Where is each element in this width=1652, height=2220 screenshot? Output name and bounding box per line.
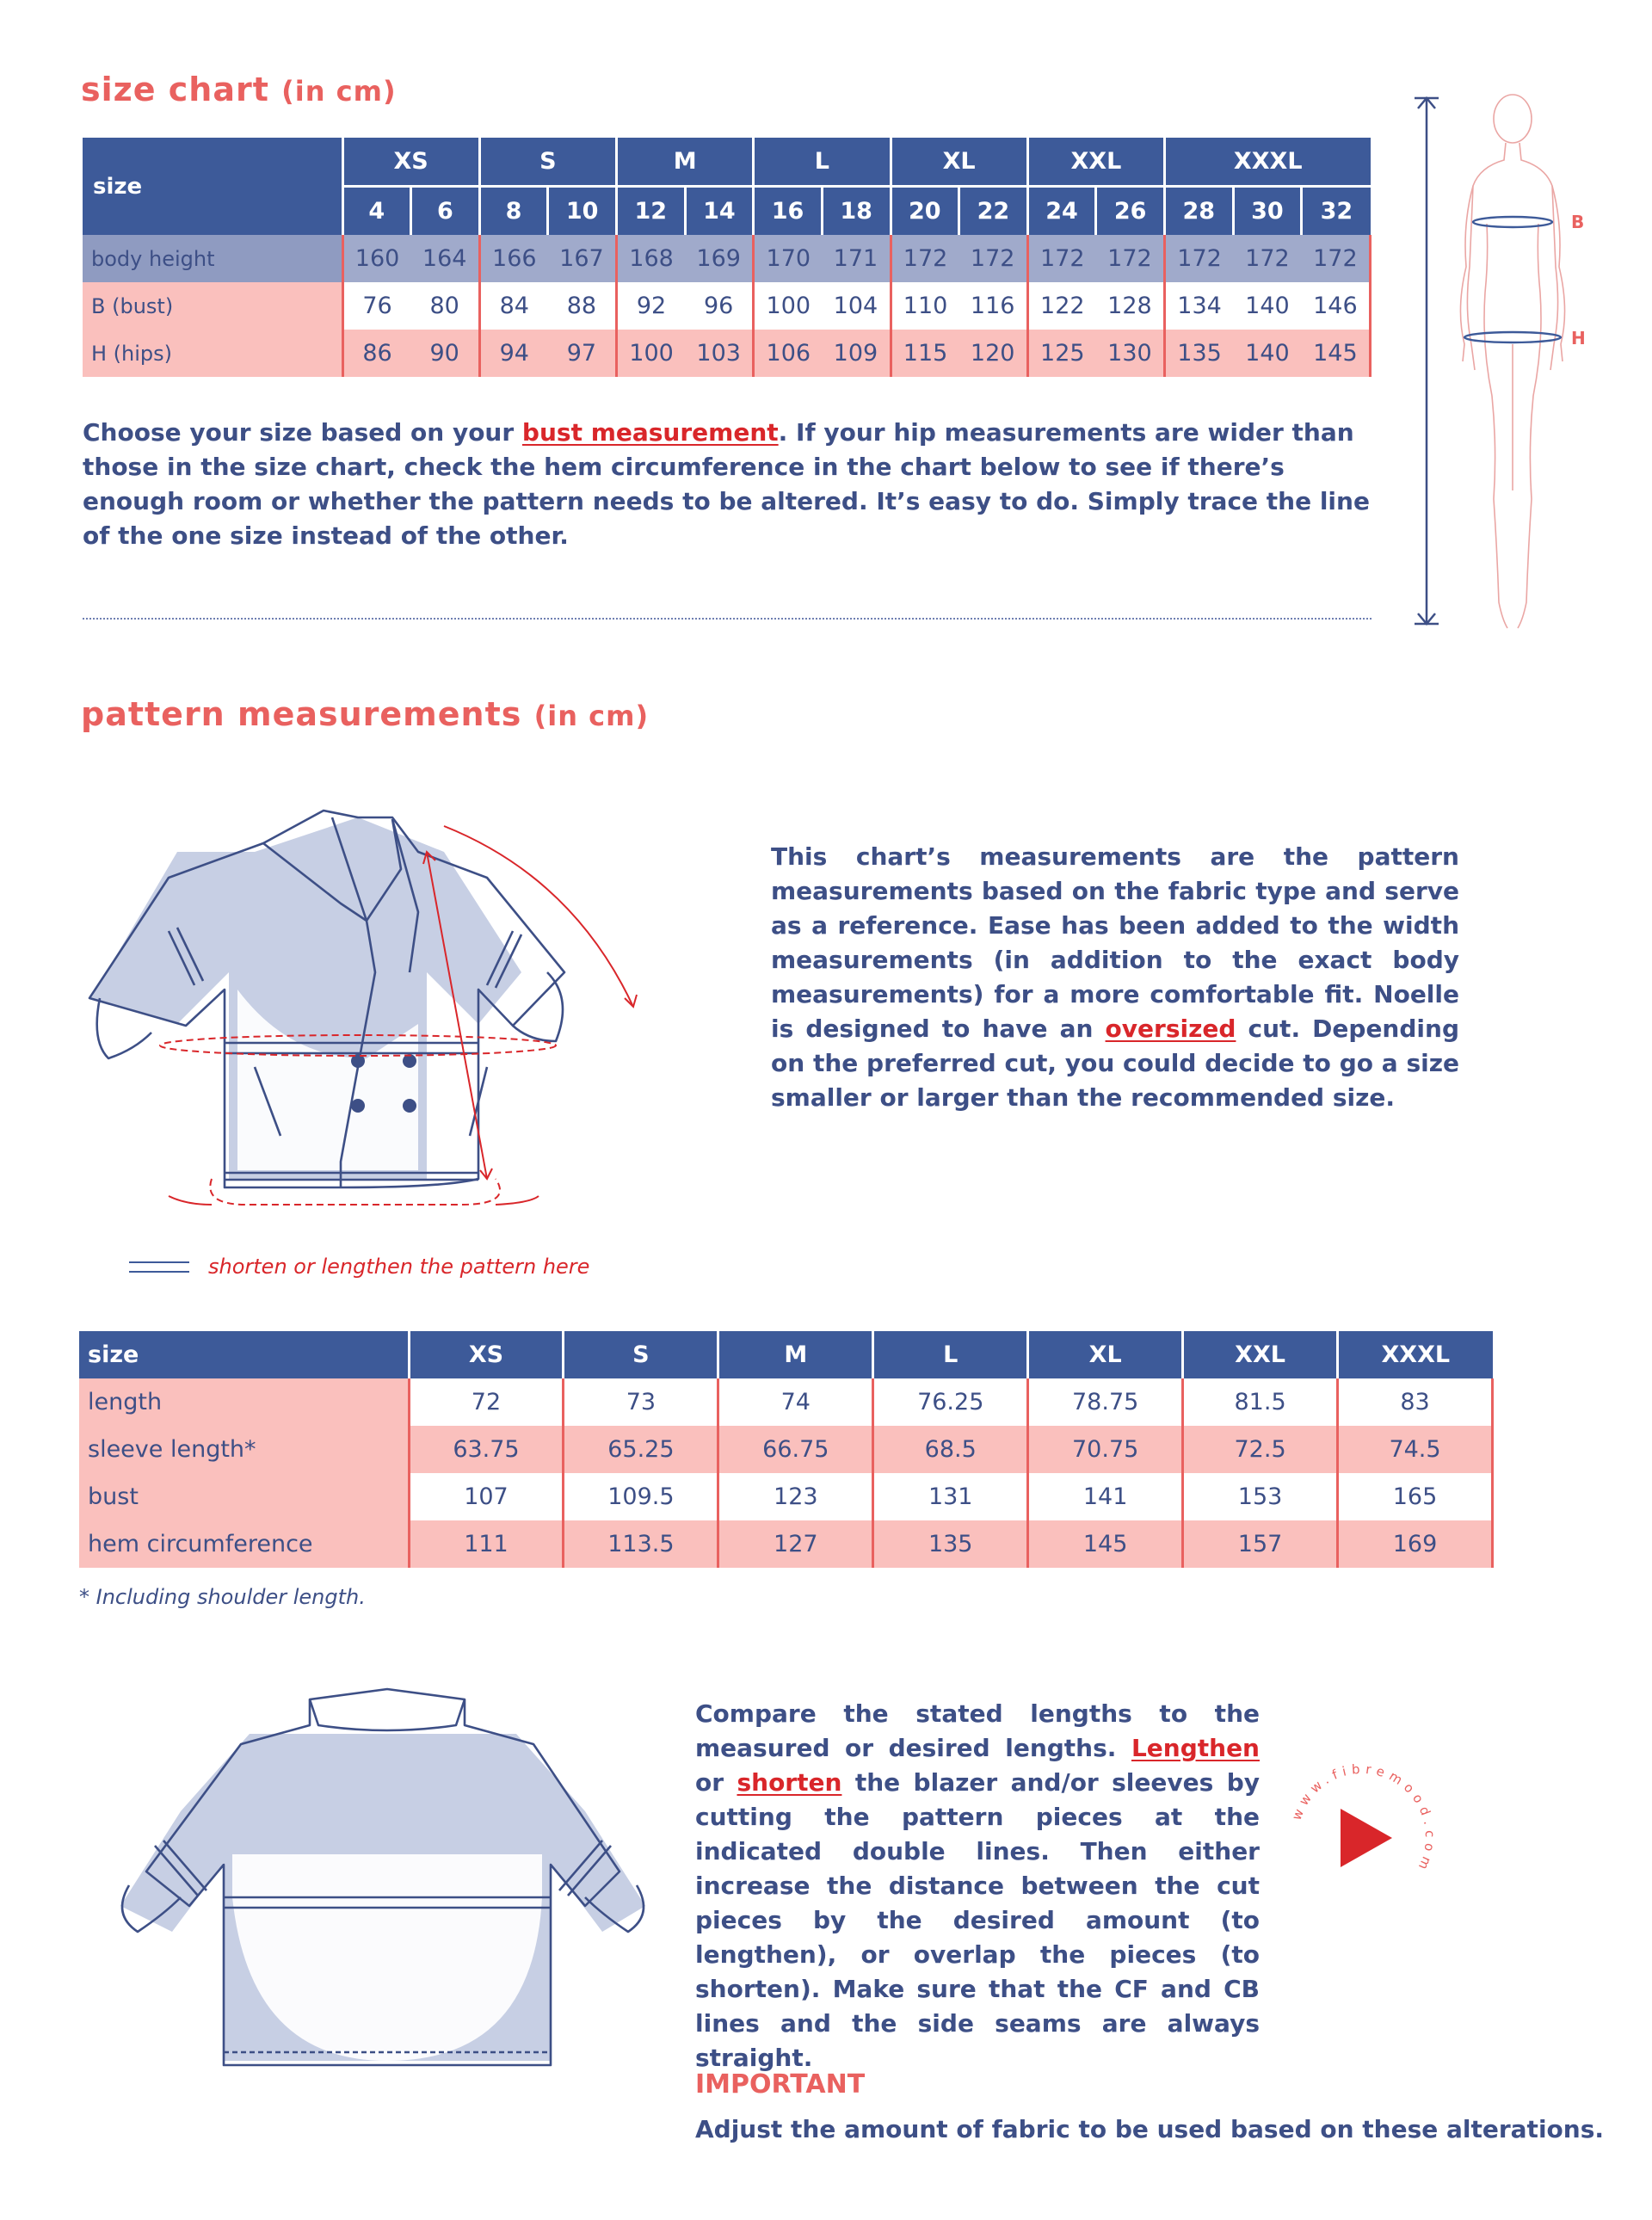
table-cell: 128 — [1096, 282, 1165, 330]
pattern-header-xxxl: XXXL — [1338, 1331, 1493, 1378]
table-cell: 153 — [1183, 1473, 1338, 1520]
size-chart-title-text: size chart — [81, 71, 269, 108]
table-cell: 169 — [1338, 1520, 1493, 1568]
table-cell: 113.5 — [564, 1520, 718, 1568]
pattern-measurements-title — [81, 695, 649, 733]
pattern-header-size: size — [79, 1331, 409, 1378]
numeric-size: 6 — [411, 187, 480, 236]
table-cell: 116 — [959, 282, 1028, 330]
footnote: * Including shoulder length. — [79, 1585, 366, 1609]
table-cell: 127 — [718, 1520, 873, 1568]
table-cell: 170 — [754, 235, 823, 282]
table-cell: 172 — [1233, 235, 1302, 282]
table-cell: 123 — [718, 1473, 873, 1520]
jacket-front-illustration — [83, 800, 685, 1230]
table-cell: 104 — [822, 282, 891, 330]
pattern-header-m: M — [718, 1331, 873, 1378]
numeric-size: 28 — [1165, 187, 1234, 236]
numeric-size: 20 — [891, 187, 959, 236]
jacket-back-illustration — [103, 1682, 663, 2104]
table-cell: 109.5 — [564, 1473, 718, 1520]
table-cell: 160 — [342, 235, 411, 282]
numeric-size: 4 — [342, 187, 411, 236]
table-cell: 146 — [1302, 282, 1371, 330]
table-cell: 157 — [1183, 1520, 1338, 1568]
legend-text: shorten or lengthen the pattern here — [208, 1255, 590, 1279]
table-cell: 135 — [873, 1520, 1028, 1568]
table-cell: 72.5 — [1183, 1426, 1338, 1473]
table-row — [83, 330, 1371, 377]
row-label: B (bust) — [83, 282, 342, 330]
table-cell: 100 — [754, 282, 823, 330]
alteration-text-part: Compare the stated lengths to the measured or desired lengths. — [695, 1699, 1260, 1762]
table-cell: 110 — [891, 282, 959, 330]
table-cell: 81.5 — [1183, 1378, 1338, 1426]
instructions-text: Choose your size based on your — [83, 418, 522, 447]
pattern-header-xs: XS — [409, 1331, 564, 1378]
size-group-xxxl: XXXL — [1165, 138, 1371, 187]
body-figure-illustration — [1402, 86, 1635, 637]
table-row — [79, 1473, 1493, 1520]
size-group-xl: XL — [891, 138, 1027, 187]
table-cell: 100 — [617, 330, 686, 377]
row-label: hem circumference — [79, 1520, 409, 1568]
table-cell: 70.75 — [1028, 1426, 1183, 1473]
size-header-label: size — [83, 138, 342, 235]
table-cell: 131 — [873, 1473, 1028, 1520]
table-cell: 92 — [617, 282, 686, 330]
oversized-link[interactable]: oversized — [1105, 1014, 1236, 1043]
table-cell: 80 — [411, 282, 480, 330]
numeric-size: 12 — [617, 187, 686, 236]
numeric-size: 24 — [1027, 187, 1096, 236]
pattern-header-l: L — [873, 1331, 1028, 1378]
table-cell: 88 — [548, 282, 617, 330]
table-cell: 169 — [685, 235, 754, 282]
row-label: sleeve length* — [79, 1426, 409, 1473]
bust-measurement-link[interactable]: bust measurement — [521, 418, 779, 447]
double-line-icon — [129, 1261, 189, 1273]
table-row — [79, 1426, 1493, 1473]
table-cell: 72 — [409, 1378, 564, 1426]
pattern-header-s: S — [564, 1331, 718, 1378]
pattern-measurements-table — [79, 1331, 1494, 1568]
table-cell: 86 — [342, 330, 411, 377]
table-cell: 122 — [1027, 282, 1096, 330]
table-cell: 74.5 — [1338, 1426, 1493, 1473]
table-cell: 141 — [1028, 1473, 1183, 1520]
lengthen-link[interactable]: Lengthen — [1131, 1734, 1260, 1762]
table-cell: 140 — [1233, 282, 1302, 330]
table-cell: 171 — [822, 235, 891, 282]
table-cell: 66.75 — [718, 1426, 873, 1473]
table-cell: 68.5 — [873, 1426, 1028, 1473]
table-row — [79, 1520, 1493, 1568]
description-text: This chart’s measurements are the pattern measurements based on the fabric type and serve as a reference. Ease has been added to the width measurements (in addition to the exact body measurements) for a more comfortable fit. Noelle is designed to have an — [771, 842, 1459, 1043]
size-instructions — [83, 416, 1382, 553]
pattern-header-xl: XL — [1028, 1331, 1183, 1378]
pattern-description — [771, 840, 1459, 1115]
important-text: Adjust the amount of fabric to be used based on these alterations. — [695, 2115, 1605, 2143]
alteration-text-part: or — [695, 1768, 737, 1797]
table-cell: 97 — [548, 330, 617, 377]
size-chart-table — [83, 138, 1372, 377]
table-cell: 167 — [548, 235, 617, 282]
numeric-size: 22 — [959, 187, 1028, 236]
table-cell: 120 — [959, 330, 1028, 377]
table-cell: 78.75 — [1028, 1378, 1183, 1426]
play-icon — [1341, 1809, 1392, 1867]
numeric-size: 16 — [754, 187, 823, 236]
table-cell: 115 — [891, 330, 959, 377]
numeric-size: 10 — [548, 187, 617, 236]
pattern-unit: (in cm) — [533, 700, 650, 732]
description-text: cut. Depending on the preferred cut, you could decide to go a size smaller or larger than the recommended size. — [771, 1014, 1459, 1112]
numeric-size: 30 — [1233, 187, 1302, 236]
table-row — [83, 282, 1371, 330]
size-group-m: M — [617, 138, 754, 187]
table-cell: 103 — [685, 330, 754, 377]
table-cell: 111 — [409, 1520, 564, 1568]
table-cell: 172 — [959, 235, 1028, 282]
table-cell: 107 — [409, 1473, 564, 1520]
table-cell: 74 — [718, 1378, 873, 1426]
table-cell: 145 — [1028, 1520, 1183, 1568]
table-row — [79, 1378, 1493, 1426]
shorten-lengthen-legend — [129, 1255, 589, 1279]
size-chart-unit: (in cm) — [281, 75, 397, 108]
size-group-xxl: XXL — [1027, 138, 1164, 187]
table-cell: 83 — [1338, 1378, 1493, 1426]
fibremood-video-badge[interactable] — [1280, 1755, 1444, 1919]
table-cell: 76.25 — [873, 1378, 1028, 1426]
table-cell: 65.25 — [564, 1426, 718, 1473]
table-cell: 140 — [1233, 330, 1302, 377]
table-cell: 94 — [479, 330, 548, 377]
table-cell: 73 — [564, 1378, 718, 1426]
badge-url-text: www.fibremood.com — [1288, 1761, 1439, 1878]
table-cell: 172 — [891, 235, 959, 282]
row-label: bust — [79, 1473, 409, 1520]
table-cell: 145 — [1302, 330, 1371, 377]
table-cell: 166 — [479, 235, 548, 282]
table-cell: 172 — [1096, 235, 1165, 282]
numeric-size: 18 — [822, 187, 891, 236]
pattern-header-xxl: XXL — [1183, 1331, 1338, 1378]
table-cell: 76 — [342, 282, 411, 330]
table-cell: 106 — [754, 330, 823, 377]
alteration-text — [695, 1697, 1260, 2075]
table-row — [83, 235, 1371, 282]
section-divider — [83, 618, 1372, 620]
table-cell: 84 — [479, 282, 548, 330]
table-cell: 125 — [1027, 330, 1096, 377]
table-cell: 172 — [1165, 235, 1234, 282]
numeric-size: 14 — [685, 187, 754, 236]
size-chart-title — [81, 71, 397, 108]
size-group-l: L — [754, 138, 891, 187]
shorten-link[interactable]: shorten — [737, 1768, 842, 1797]
row-label: length — [79, 1378, 409, 1426]
pattern-title-text: pattern measurements — [81, 695, 522, 733]
numeric-size: 26 — [1096, 187, 1165, 236]
row-label: body height — [83, 235, 342, 282]
instructions-text: . If your hip measurements are wider than those in the size chart, check the hem circumference in the chart below to see if there’s enough room or whether the pattern needs to be altered. It’s easy to do. Simply trace the line of the one size instead of the other. — [83, 418, 1370, 550]
alteration-text-part: the blazer and/or sleeves by cutting the pattern pieces at the indicated double lines. Then either increase the distance between the cut pieces by the desired amount (to lengthen), or overlap the pieces (to shorten). Make sure that the CF and CB lines and the side seams are always straight. — [695, 1768, 1260, 2072]
table-cell: 134 — [1165, 282, 1234, 330]
table-cell: 172 — [1027, 235, 1096, 282]
table-cell: 135 — [1165, 330, 1234, 377]
size-group-xs: XS — [342, 138, 479, 187]
table-cell: 164 — [411, 235, 480, 282]
table-cell: 165 — [1338, 1473, 1493, 1520]
bust-figure-label: B — [1571, 212, 1585, 232]
numeric-size: 8 — [479, 187, 548, 236]
hips-figure-label: H — [1571, 328, 1586, 348]
table-cell: 168 — [617, 235, 686, 282]
size-group-s: S — [479, 138, 616, 187]
numeric-size: 32 — [1302, 187, 1371, 236]
table-cell: 96 — [685, 282, 754, 330]
table-cell: 130 — [1096, 330, 1165, 377]
table-cell: 63.75 — [409, 1426, 564, 1473]
table-cell: 172 — [1302, 235, 1371, 282]
important-heading: IMPORTANT — [695, 2069, 866, 2100]
row-label: H (hips) — [83, 330, 342, 377]
table-cell: 90 — [411, 330, 480, 377]
table-cell: 109 — [822, 330, 891, 377]
